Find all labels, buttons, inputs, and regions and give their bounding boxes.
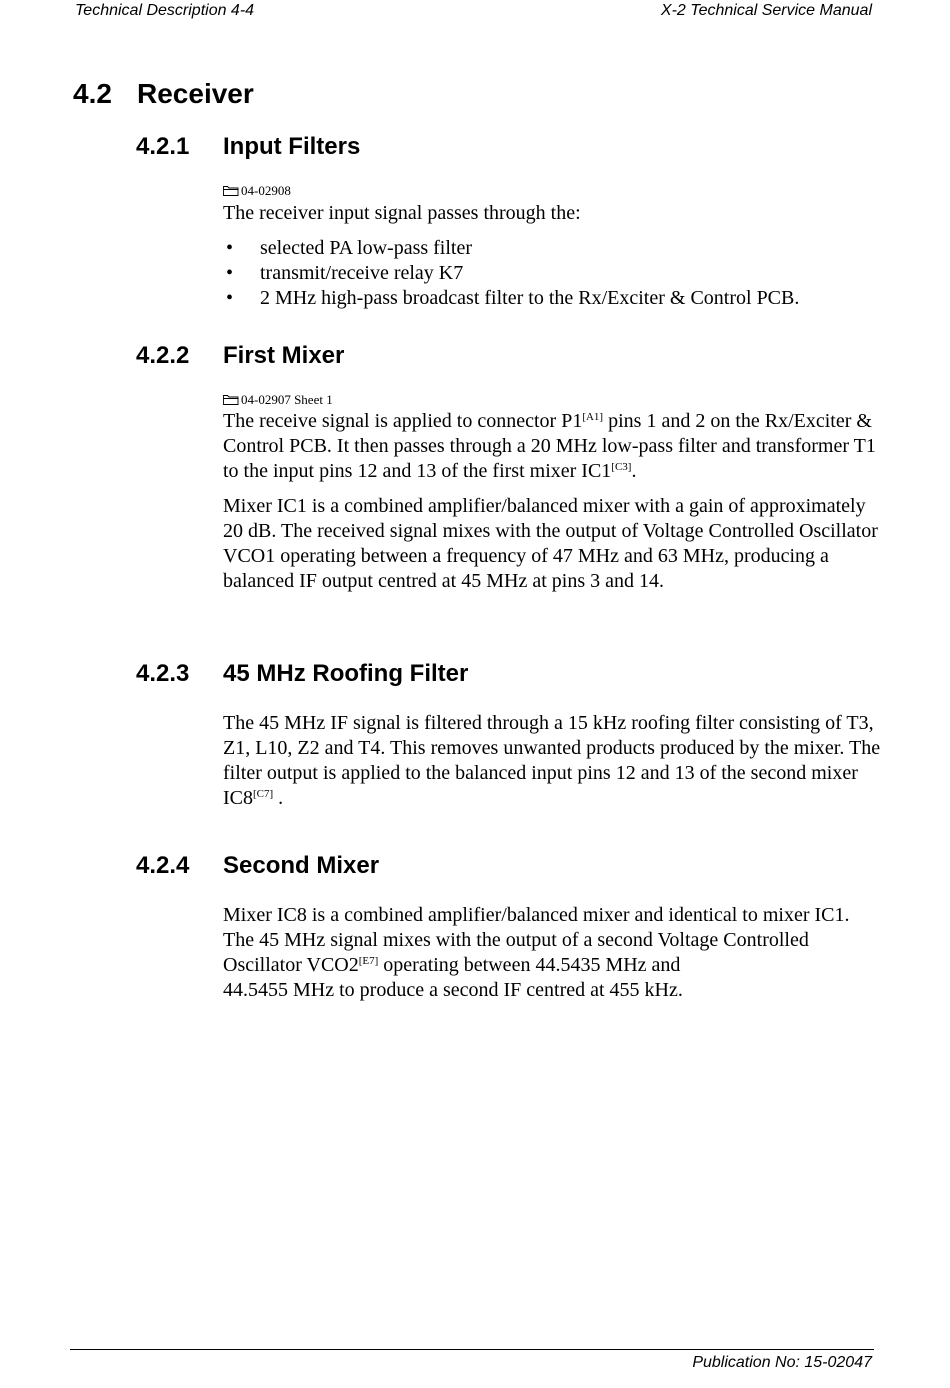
- footer-divider: [70, 1349, 874, 1350]
- first-mixer-paragraph-1: The receive signal is applied to connector P1[A1] pins 1 and 2 on the Rx/Exciter & Control PCB. It then passes through a 20 MHz low-pass filter and transformer T1 to the input pins 12 and 13 of the first mixer IC1[C3].: [223, 410, 876, 482]
- list-item: • transmit/receive relay K7: [226, 262, 464, 284]
- section-number: 4.2: [73, 78, 112, 109]
- subsection-heading-second-mixer: [136, 852, 379, 880]
- subsection-title: First Mixer: [223, 342, 345, 369]
- component-ref: [C7]: [253, 788, 274, 800]
- subsection-title: Input Filters: [223, 133, 361, 160]
- component-ref: [E7]: [358, 955, 379, 967]
- subsection-number: 4.2.2: [136, 342, 190, 369]
- folder-icon: [223, 394, 239, 405]
- folder-icon: [223, 185, 239, 196]
- roofing-filter-paragraph: The 45 MHz IF signal is filtered through a 15 kHz roofing filter consisting of T3, Z1, L10, Z2 and T4. This removes unwanted products produced by the mixer. The filter output is applied to the balanced input pins 12 and 13 of the second mixer IC8[C7] .: [223, 712, 881, 809]
- subsection-heading-first-mixer: [136, 342, 344, 370]
- section-title: Receiver: [137, 78, 254, 109]
- first-mixer-paragraph-2: Mixer IC1 is a combined amplifier/balanced mixer with a gain of approximately 20 dB. The received signal mixes with the output of Voltage Controlled Oscillator VCO1 operating between a frequency of 47 MHz and 63 MHz, producing a balanced IF output centred at 45 MHz at pins 3 and 14.: [223, 495, 878, 592]
- section-heading: [73, 78, 254, 110]
- drawing-reference-first-mixer: [223, 392, 333, 408]
- reference-number: 04-02907 Sheet 1: [241, 392, 333, 407]
- page-header-left: Technical Description 4-4: [75, 2, 255, 19]
- subsection-heading-input-filters: [136, 133, 360, 161]
- component-ref: [C3]: [611, 461, 632, 473]
- subsection-heading-roofing-filter: [136, 660, 468, 688]
- drawing-reference-input-filters: [223, 183, 291, 199]
- reference-number: 04-02908: [241, 183, 291, 198]
- subsection-number: 4.2.3: [136, 660, 190, 687]
- subsection-title: Second Mixer: [223, 852, 380, 879]
- input-filters-list: [223, 236, 799, 311]
- list-item: • selected PA low-pass filter: [226, 237, 473, 259]
- component-ref: [A1]: [582, 411, 604, 423]
- second-mixer-paragraph: Mixer IC8 is a combined amplifier/balanced mixer and identical to mixer IC1. The 45 MHz signal mixes with the output of a second Voltage Controlled Oscillator VCO2[E7] operating between 44.5435 MHz and 44.5455 MHz to produce a second IF centred at 455 kHz.: [223, 904, 850, 1001]
- publication-number: Publication No: 15-02047: [692, 1354, 872, 1371]
- subsection-number: 4.2.1: [136, 133, 190, 160]
- subsection-title: 45 MHz Roofing Filter: [223, 660, 469, 687]
- page-header-right: X-2 Technical Service Manual: [660, 2, 872, 19]
- list-item: • 2 MHz high-pass broadcast filter to the Rx/Exciter & Control PCB.: [226, 287, 800, 309]
- subsection-number: 4.2.4: [136, 852, 190, 879]
- input-filters-intro: The receiver input signal passes through the:: [223, 202, 581, 224]
